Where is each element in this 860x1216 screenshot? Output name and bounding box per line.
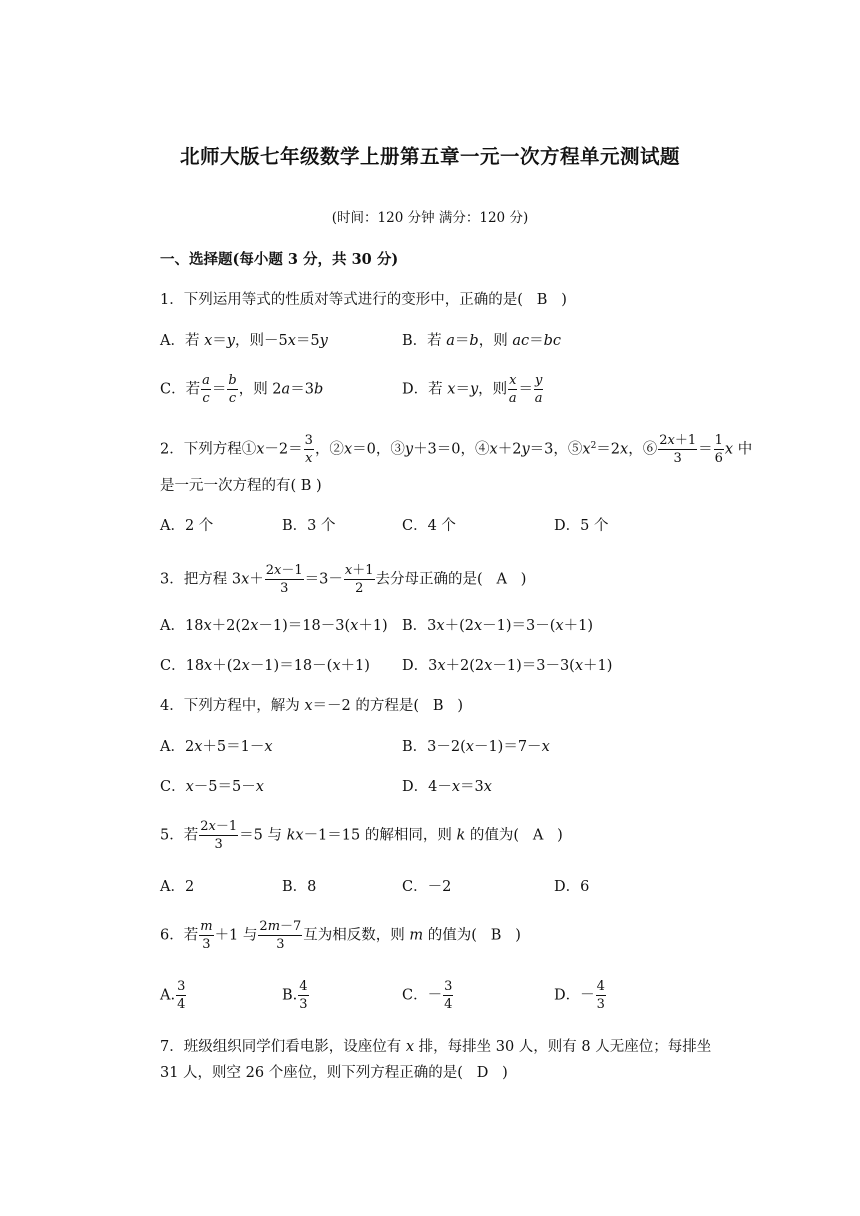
q2-option-a: A．2 个 bbox=[160, 518, 214, 534]
q6-option-d: D．－ $\frac{4}{3}$ bbox=[554, 979, 605, 1012]
exam-meta: (时间：120 分钟 满分：120 分) bbox=[331, 210, 529, 226]
question-7-stem-cont: 31 人，则空 26 个座位，则下列方程正确的是( D ) bbox=[160, 1065, 508, 1081]
q1-option-c: C．若 $\frac{a}{c}$ ＝ $\frac{b}{c}$ ，则 2a＝3b bbox=[160, 373, 324, 406]
q3-option-d: D．3x＋2(2x－1)＝3－3(x＋1) bbox=[402, 658, 613, 674]
question-4-stem: 4．下列方程中，解为 x＝－2 的方程是( B ) bbox=[160, 698, 463, 714]
question-5-stem: 5．若 $\frac{2x-1}{3}$ ＝5 与 kx－1＝15 的解相同，则 k 的值为( A ) bbox=[160, 819, 563, 852]
q3-option-a: A．18x＋2(2x－1)＝18－3(x＋1) bbox=[160, 618, 388, 634]
q4-option-d: D．4－x＝3x bbox=[402, 779, 492, 795]
q5-option-c: C．－2 bbox=[402, 879, 452, 895]
question-2-stem-cont: 是一元一次方程的有( B ) bbox=[160, 478, 322, 494]
page-title: 北师大版七年级数学上册第五章一元一次方程单元测试题 bbox=[179, 145, 680, 168]
question-3-stem: 3．把方程 3x＋ $\frac{2x-1}{3}$ ＝3－ $\frac{x+1}{2}$ 去分母正确的是( A ) bbox=[160, 563, 527, 596]
q1-option-a: A．若 x＝y，则－5x＝5y bbox=[160, 333, 328, 349]
q5-option-b: B．8 bbox=[282, 879, 317, 895]
question-7-stem: 7．班级组织同学们看电影，设座位有 x 排，每排坐 30 人，则有 8 人无座位；每排坐 bbox=[160, 1039, 712, 1055]
q1-option-b: B．若 a＝b，则 ac＝bc bbox=[402, 333, 561, 349]
q6-option-c: C．－ $\frac{3}{4}$ bbox=[402, 979, 453, 1012]
q5-option-d: D．6 bbox=[554, 879, 590, 895]
q2-option-d: D．5 个 bbox=[554, 518, 609, 534]
q1-option-d: D．若 x＝y，则 $\frac{x}{a}$ ＝ $\frac{y}{a}$ bbox=[402, 373, 543, 406]
q3-option-c: C．18x＋(2x－1)＝18－(x＋1) bbox=[160, 658, 370, 674]
q6-option-a: A. $\frac{3}{4}$ bbox=[160, 979, 186, 1012]
section-heading: 一、选择题(每小题 3 分，共 30 分) bbox=[160, 251, 399, 268]
question-6-stem: 6．若 $\frac{m}{3}$ ＋1 与 $\frac{2m-7}{3}$ 互为相反数，则 m 的值为( B ) bbox=[160, 919, 521, 952]
q4-option-c: C．x－5＝5－x bbox=[160, 779, 264, 795]
q6-option-b: B. $\frac{4}{3}$ bbox=[282, 979, 308, 1012]
question-1-stem: 1．下列运用等式的性质对等式进行的变形中，正确的是( B ) bbox=[160, 292, 567, 308]
q4-option-a: A．2x＋5＝1－x bbox=[160, 739, 273, 755]
q2-option-b: B．3 个 bbox=[282, 518, 336, 534]
q3-option-b: B．3x＋(2x－1)＝3－(x＋1) bbox=[402, 618, 593, 634]
question-2-stem: 2．下列方程①x－2＝ $\frac{3}{x}$ ，②x＝0，③y＋3＝0，④x＋2y＝3，$⑤x^2=2x$，⑥ $\frac{2x+1}{3}$ ＝ $\frac{1}{6}$ x 中 bbox=[160, 433, 753, 466]
q5-option-a: A．2 bbox=[160, 879, 195, 895]
q2-option-c: C．4 个 bbox=[402, 518, 456, 534]
q4-option-b: B．3－2(x－1)＝7－x bbox=[402, 739, 550, 755]
